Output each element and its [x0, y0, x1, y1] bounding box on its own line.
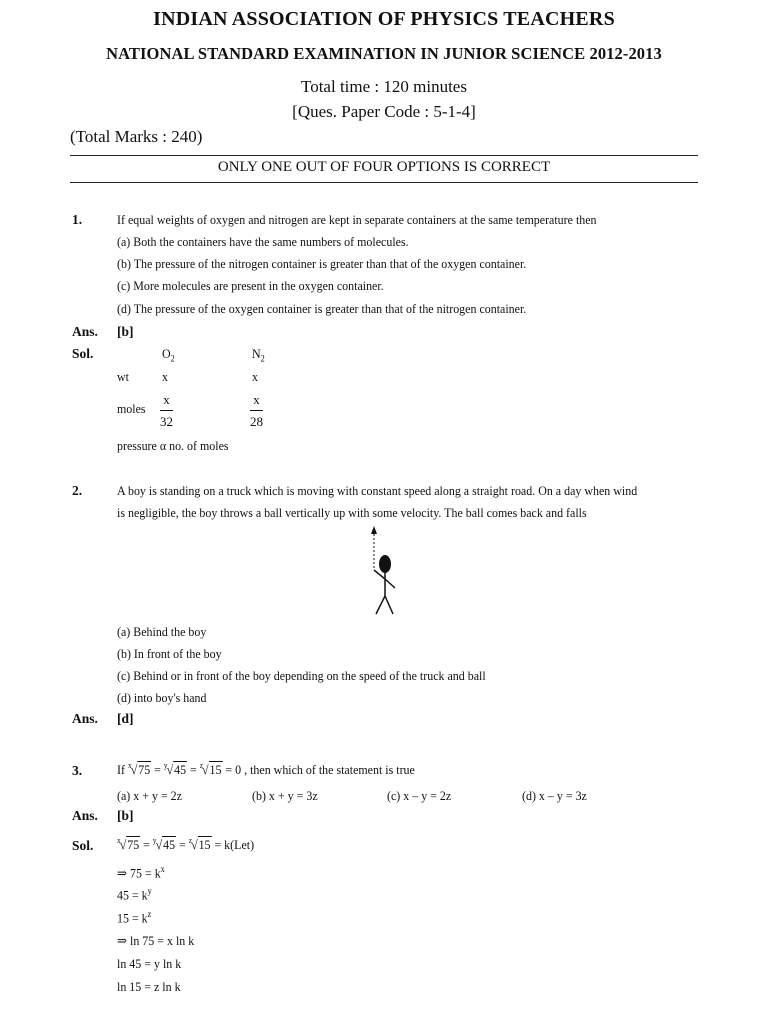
- answer-value: [b]: [117, 324, 134, 339]
- boy-head: [379, 555, 391, 573]
- organization-title: INDIAN ASSOCIATION OF PHYSICS TEACHERS: [153, 8, 615, 30]
- question-text-line1: A boy is standing on a truck which is moving with constant speed along a straight road. On a day when wind: [117, 483, 638, 498]
- option-a: (a) Both the containers have the same numbers of molecules.: [117, 234, 409, 249]
- paper-code: [Ques. Paper Code : 5-1-4]: [292, 102, 476, 121]
- answer-label: Ans.: [72, 324, 98, 339]
- divider-top: [70, 155, 698, 156]
- moles-o2-fraction: $\frac{x}{32}$: [160, 392, 173, 429]
- boy-leg-left: [376, 596, 385, 614]
- question-number: 3.: [72, 763, 83, 778]
- moles-n2-fraction: $\frac{x}{28}$: [250, 392, 263, 429]
- solution-step: ⇒ $75 = k^x$: [117, 864, 165, 881]
- o2-heading: $O_2$: [162, 346, 175, 364]
- n2-heading: $N_2$: [252, 346, 265, 364]
- solution-step: ln 45 = y ln k: [117, 956, 182, 971]
- question-text-line2: is negligible, the boy throws a ball vertically up with some velocity. The ball comes back and falls: [117, 505, 587, 520]
- solution-step: $15 = k^z$: [117, 909, 152, 926]
- option-a: (a) x + y = 2z: [117, 788, 182, 803]
- solution-step: $45 = k^y$: [117, 886, 152, 903]
- answer-label: Ans.: [72, 711, 98, 726]
- boy-arm-right: [385, 579, 395, 588]
- solution-label: Sol.: [72, 346, 94, 361]
- question-text: If equal weights of oxygen and nitrogen are kept in separate containers at the same temperature then: [117, 212, 597, 227]
- option-b: (b) The pressure of the nitrogen container is greater than that of the oxygen container.: [117, 256, 527, 271]
- boy-leg-right: [385, 596, 393, 614]
- radical-2: $^y$√45: [163, 761, 187, 777]
- total-marks: (Total Marks : 240): [70, 127, 203, 146]
- question-number: 1.: [72, 212, 83, 227]
- option-d: (d) The pressure of the oxygen container is greater than that of the nitrogen container.: [117, 301, 527, 316]
- solution-first-line: $^x$√75 = $^y$√45 = $^z$√15 = k(Let): [117, 836, 255, 852]
- option-c: (c) Behind or in front of the boy depending on the speed of the truck and ball: [117, 668, 486, 683]
- wt-label: wt: [117, 369, 129, 384]
- up-arrow-icon: [371, 526, 377, 534]
- instruction: ONLY ONE OUT OF FOUR OPTIONS IS CORRECT: [217, 159, 551, 175]
- option-b: (b) x + y = 3z: [252, 788, 318, 803]
- solution-label: Sol.: [72, 838, 94, 853]
- option-b: (b) In front of the boy: [117, 646, 222, 661]
- option-a: (a) Behind the boy: [117, 624, 207, 639]
- option-d: (d) into boy's hand: [117, 690, 207, 705]
- divider-bottom: [70, 182, 698, 183]
- question-number: 2.: [72, 483, 83, 498]
- question-stem: If $^x$√75 = $^y$√45 = $^z$√15 = 0 , then which of the statement is true: [117, 761, 415, 777]
- wt-o2: x: [162, 369, 168, 384]
- solution-step: ln 15 = z ln k: [117, 979, 181, 994]
- answer-label: Ans.: [72, 808, 98, 823]
- radical-1: $^x$√75: [127, 761, 151, 777]
- radical-3: $^z$√15: [199, 761, 222, 777]
- answer-value: [b]: [117, 808, 134, 823]
- option-c: (c) More molecules are present in the oxygen container.: [117, 278, 384, 293]
- pressure-relation: pressure α no. of moles: [117, 438, 229, 453]
- solution-step: ⇒ ln 75 = x ln k: [117, 933, 195, 948]
- option-d: (d) x – y = 3z: [522, 788, 587, 803]
- option-c: (c) x – y = 2z: [387, 788, 452, 803]
- boy-throwing-ball-figure: [360, 524, 410, 620]
- answer-value: [d]: [117, 711, 134, 726]
- total-time: Total time : 120 minutes: [301, 77, 467, 96]
- moles-label: moles: [117, 401, 146, 416]
- exam-title: NATIONAL STANDARD EXAMINATION IN JUNIOR SCIENCE 2012-2013: [106, 44, 662, 63]
- wt-n2: x: [252, 369, 258, 384]
